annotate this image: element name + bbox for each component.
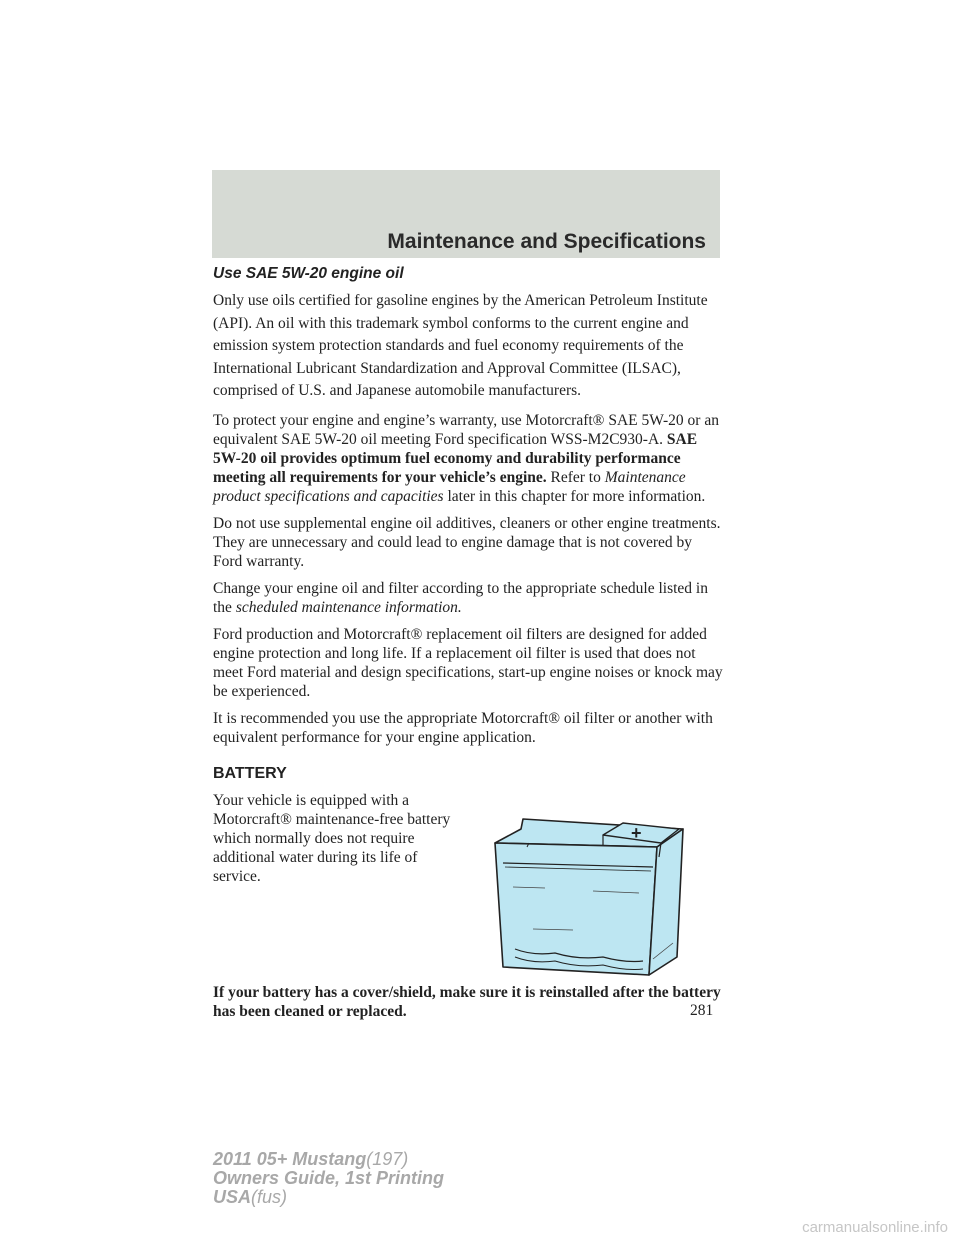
bold-text-run: SAE 5W-20 oil provides optimum fuel economy and durability performance meeting all requirements for your vehicle’s engine. — [213, 430, 698, 486]
text-run: Change your engine oil and filter according to the appropriate schedule listed in the — [213, 579, 708, 616]
footer-model: 2011 05+ Mustang — [213, 1149, 367, 1169]
footer-line-printing: Owners Guide, 1st Printing — [213, 1168, 445, 1188]
battery-section — [213, 791, 723, 981]
battery-heading: BATTERY — [213, 764, 287, 782]
positive-terminal-symbol: + — [631, 822, 642, 843]
text-run: To protect your engine and engine’s warranty, use Motorcraft® SAE 5W-20 or an equivalent SAE 5W-20 oil meeting Ford specification WSS-M2C930-A. — [213, 411, 719, 448]
oil-paragraph-additives: Do not use supplemental engine oil additives, cleaners or other engine treatments. They are unnecessary and could lead to engine damage that is not covered by Ford warranty. — [213, 514, 721, 570]
print-footer — [213, 1150, 444, 1207]
battery-warning: If your battery has a cover/shield, make sure it is reinstalled after the battery has been cleaned or replaced. — [213, 983, 721, 1020]
page-number: 281 — [690, 1002, 714, 1019]
oil-paragraph-schedule — [213, 579, 723, 617]
italic-reference: Maintenance product specifications and capacities — [213, 468, 686, 505]
oil-paragraph-filters: Ford production and Motorcraft® replacement oil filters are designed for added engine protection and long life. If a replacement oil filter is used that does not meet Ford material and design specifications, start-up engine noises or knock may be experienced. — [213, 625, 723, 700]
section-header-band — [212, 170, 720, 258]
section-title: Maintenance and Specifications — [387, 230, 706, 253]
text-run: Refer to — [546, 468, 605, 486]
footer-line-market — [213, 1188, 444, 1207]
oil-subheading: Use SAE 5W-20 engine oil — [213, 265, 404, 282]
footer-line-model — [213, 1150, 444, 1169]
italic-reference: scheduled maintenance information. — [235, 598, 462, 616]
oil-paragraph-api: Only use oils certified for gasoline engines by the American Petroleum Institute (API). An oil with this trademark symbol conforms to the current engine and emission system protection standards and fuel economy requirements of the International Lubricant Standardization and Approval Committee (ILSAC), comprised of U.S. and Japanese automobile manufacturers. — [213, 292, 708, 399]
footer-model-code: (197) — [366, 1149, 409, 1169]
site-watermark: carmanualsonline.info — [802, 1219, 948, 1236]
battery-paragraph: Your vehicle is equipped with a Motorcraft® maintenance-free battery which normally does not require additional water during its life of service. — [213, 791, 451, 885]
battery-front-face — [495, 843, 657, 975]
page-content — [213, 265, 723, 1029]
battery-illustration — [493, 817, 685, 977]
oil-paragraph-motorcraft — [213, 411, 723, 506]
text-run: later in this chapter for more information. — [443, 487, 706, 505]
oil-paragraph-recommendation: It is recommended you use the appropriate Motorcraft® oil filter or another with equivalent performance for your engine application. — [213, 709, 713, 746]
footer-market: USA — [213, 1187, 252, 1207]
footer-market-code: (fus) — [251, 1187, 288, 1207]
